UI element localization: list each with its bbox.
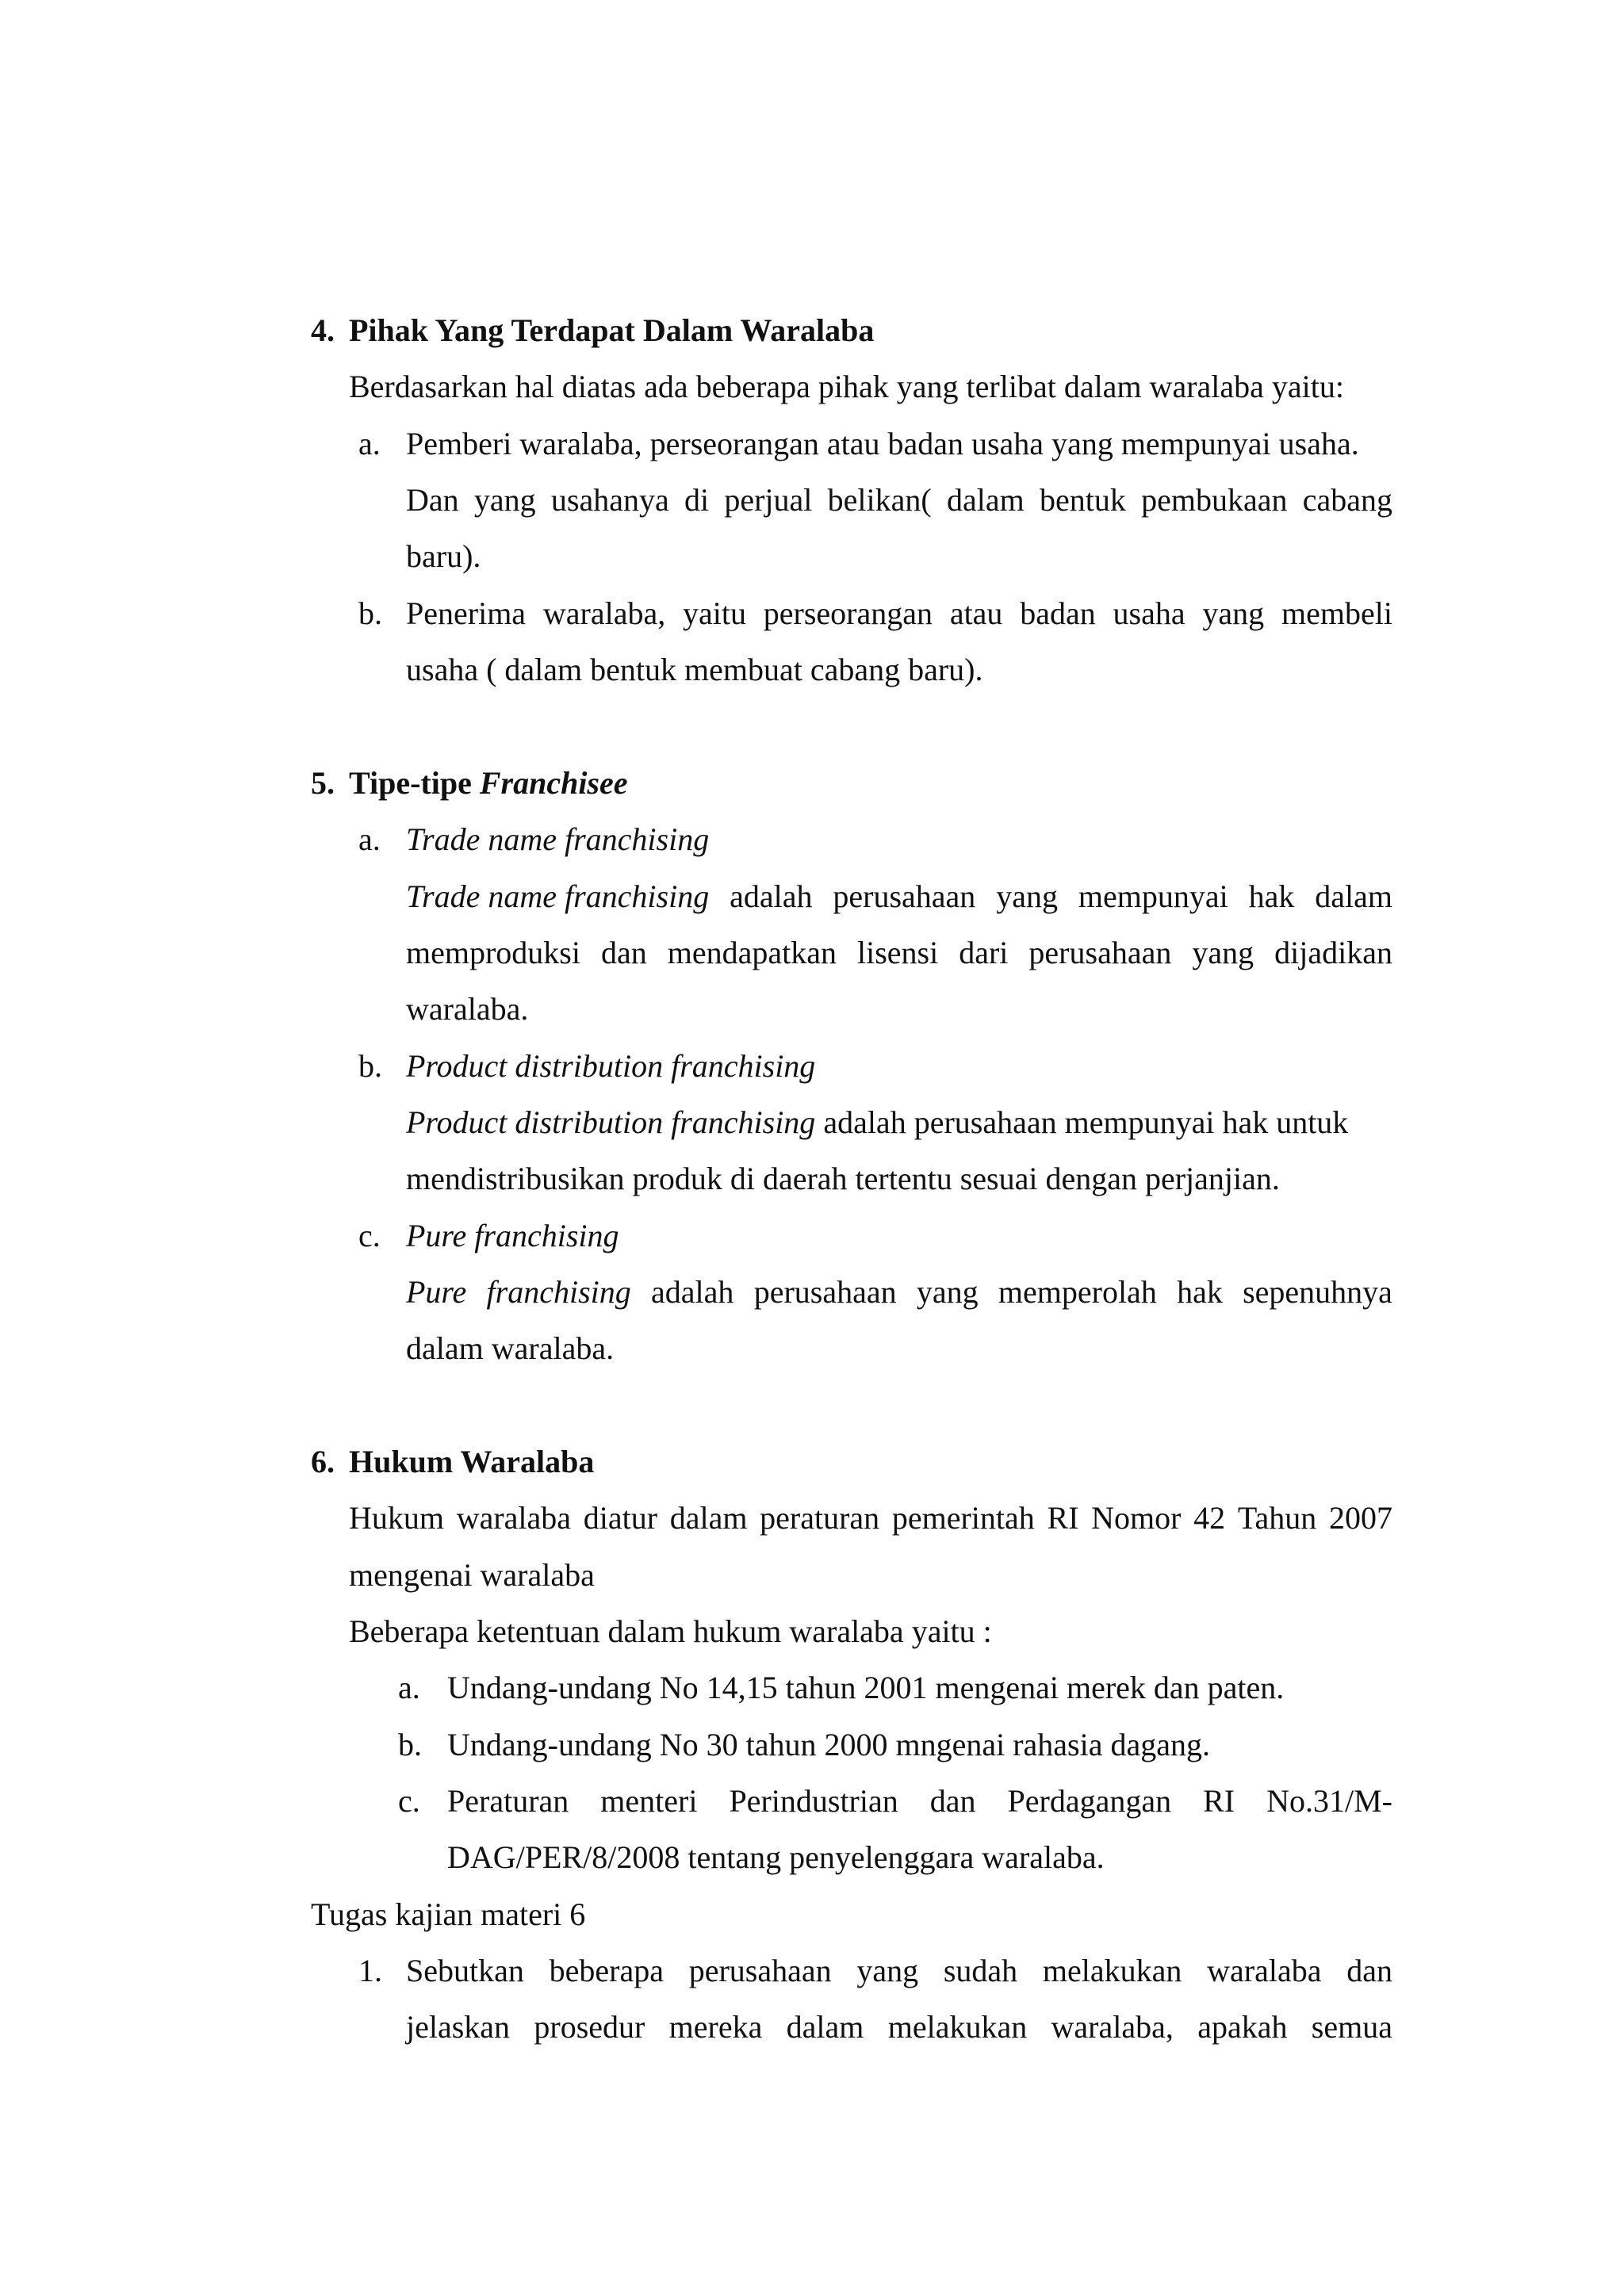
- word: perusahaan: [753, 1274, 897, 1310]
- section-6-title: Hukum Waralaba: [349, 1444, 595, 1479]
- word: jelaskan: [406, 2009, 511, 2045]
- word: dalam: [786, 2009, 864, 2045]
- word: franchising: [486, 1274, 631, 1310]
- section-4-title: Pihak Yang Terdapat Dalam Waralaba: [349, 312, 875, 348]
- section-5-item-b-desc-italic: Product distribution franchising: [406, 1104, 816, 1140]
- word: Penerima: [406, 595, 527, 631]
- word: Pure: [406, 1274, 467, 1310]
- word: membeli: [1281, 595, 1392, 631]
- word: Perdagangan: [1007, 1783, 1172, 1819]
- section-5-item-a-desc-line-1: [406, 878, 1392, 916]
- word: diatur: [583, 1500, 658, 1536]
- word: mendapatkan: [667, 935, 837, 970]
- word: dan: [1346, 1953, 1392, 1988]
- word: menteri: [600, 1783, 698, 1819]
- word: yaitu: [683, 595, 746, 631]
- word: yang: [473, 482, 536, 518]
- word: badan: [1020, 595, 1096, 631]
- word: Peraturan: [447, 1783, 569, 1819]
- word: apakah: [1197, 2009, 1288, 2045]
- word: perusahaan: [833, 878, 976, 914]
- word: pemerintah: [891, 1500, 1035, 1536]
- section-4-item-b-line-2: usaha ( dalam bentuk membuat cabang baru).: [406, 652, 983, 687]
- word: melakukan: [1042, 1953, 1182, 1988]
- word: RI: [1047, 1500, 1079, 1536]
- word: Nomor: [1091, 1500, 1182, 1536]
- word: waralaba,: [542, 595, 666, 631]
- word: 42: [1193, 1500, 1226, 1536]
- word: adalah: [730, 878, 813, 914]
- section-5-item-a-desc-line-2: [406, 934, 1392, 972]
- word: perusahaan: [1028, 935, 1172, 970]
- section-5-item-c-desc-line-2: dalam waralaba.: [406, 1330, 615, 1366]
- word: Hukum: [349, 1500, 444, 1536]
- section-4-item-a-line-3: baru).: [406, 538, 481, 574]
- word: Perindustrian: [729, 1783, 898, 1819]
- word: perjual: [724, 482, 813, 518]
- section-5-item-b-desc-line-2: mendistribusikan produk di daerah tertentu sesuai dengan perjanjian.: [406, 1161, 1280, 1196]
- word: pembukaan: [1141, 482, 1288, 518]
- word: lisensi: [857, 935, 939, 970]
- word: yang: [856, 1953, 919, 1988]
- word: melakukan: [887, 2009, 1028, 2045]
- word: RI: [1203, 1783, 1235, 1819]
- section-4-number: 4.: [311, 312, 335, 348]
- word: Tahun: [1237, 1500, 1317, 1536]
- section-6-para-2: Beberapa ketentuan dalam hukum waralaba yaitu :: [349, 1613, 992, 1649]
- word: No.31/M-: [1266, 1783, 1392, 1819]
- tugas-heading: Tugas kajian materi 6: [311, 1896, 586, 1932]
- word: cabang: [1302, 482, 1392, 518]
- section-4-intro: Berdasarkan hal diatas ada beberapa pihak yang terlibat dalam waralaba yaitu:: [349, 369, 1344, 404]
- section-4-item-a-line-1: Pemberi waralaba, perseorangan atau badan usaha yang mempunyai usaha.: [406, 426, 1359, 461]
- section-5-item-a-marker: a.: [358, 821, 381, 857]
- word: perseorangan: [763, 595, 933, 631]
- word: di: [684, 482, 710, 518]
- word: usaha: [1113, 595, 1185, 631]
- section-6-para-1-line-2: mengenai waralaba: [349, 1557, 595, 1593]
- word: yang: [916, 1274, 979, 1310]
- word: dan: [929, 1783, 976, 1819]
- section-4-item-b-line-1: [406, 595, 1392, 633]
- word: hak: [1248, 878, 1295, 914]
- section-6-item-c-line-2: DAG/PER/8/2008 tentang penyelenggara waralaba.: [447, 1839, 1105, 1875]
- word: dalam: [669, 1500, 748, 1536]
- word: perusahaan: [688, 1953, 832, 1988]
- word: yang: [1202, 595, 1265, 631]
- word: dalam: [1315, 878, 1392, 914]
- word: waralaba,: [1051, 2009, 1174, 2045]
- word: sepenuhnya: [1243, 1274, 1392, 1310]
- section-5-item-c-desc-line-1: [406, 1273, 1392, 1311]
- section-5-item-a-heading: Trade name franchising: [406, 821, 710, 857]
- section-4-item-a-marker: a.: [358, 426, 381, 461]
- section-5-item-b-desc-rest: adalah perusahaan mempunyai hak untuk: [815, 1104, 1349, 1140]
- word: memperolah: [998, 1274, 1157, 1310]
- word: mereka: [668, 2009, 763, 2045]
- word: sudah: [943, 1953, 1018, 1988]
- word: belikan(: [827, 482, 932, 518]
- section-5-title-italic: Franchisee: [479, 765, 628, 801]
- word: memproduksi: [406, 935, 580, 970]
- word: dijadikan: [1274, 935, 1392, 970]
- section-5-item-b-heading: Product distribution franchising: [406, 1048, 816, 1084]
- section-6-item-c-marker: c.: [398, 1783, 420, 1819]
- section-4-item-a-line-2: [406, 481, 1392, 519]
- italic-term: Trade name franchising: [406, 878, 710, 914]
- section-5-item-b-marker: b.: [358, 1048, 382, 1084]
- word: prosedur: [534, 2009, 645, 2045]
- word: semua: [1311, 2009, 1392, 2045]
- word: usahanya: [550, 482, 669, 518]
- word: beberapa: [549, 1953, 664, 1988]
- word: mempunyai: [1078, 878, 1228, 914]
- section-5-number: 5.: [311, 765, 335, 801]
- section-5-title-plain: Tipe-tipe: [349, 765, 480, 801]
- word: adalah: [651, 1274, 734, 1310]
- section-6-item-a-text: Undang-undang No 14,15 tahun 2001 mengenai merek dan paten.: [447, 1670, 1285, 1705]
- section-5-item-a-desc-line-3: waralaba.: [406, 991, 529, 1027]
- word: yang: [996, 878, 1058, 914]
- section-4-item-b-marker: b.: [358, 595, 382, 631]
- section-5-item-c-heading: Pure franchising: [406, 1218, 619, 1253]
- section-5-title: [349, 764, 628, 802]
- section-6-item-b-text: Undang-undang No 30 tahun 2000 mngenai rahasia dagang.: [447, 1727, 1210, 1762]
- word: waralaba: [456, 1500, 572, 1536]
- tugas-item-1-line-2: [406, 2008, 1392, 2046]
- section-6-item-a-marker: a.: [398, 1670, 420, 1705]
- word: waralaba: [1207, 1953, 1322, 1988]
- word: dan: [600, 935, 647, 970]
- section-6-item-c-line-1: [447, 1782, 1392, 1820]
- section-5-item-c-marker: c.: [358, 1218, 381, 1253]
- word: atau: [949, 595, 1003, 631]
- word: Sebutkan: [406, 1953, 524, 1988]
- word: yang: [1192, 935, 1254, 970]
- word: dari: [959, 935, 1009, 970]
- word: bentuk: [1039, 482, 1126, 518]
- section-6-number: 6.: [311, 1444, 335, 1479]
- section-6-para-1-line-1: [349, 1499, 1392, 1537]
- tugas-item-1-marker: 1.: [358, 1953, 382, 1988]
- word: hak: [1177, 1274, 1223, 1310]
- word: 2007: [1328, 1500, 1392, 1536]
- word: peraturan: [760, 1500, 880, 1536]
- word: dalam: [946, 482, 1025, 518]
- tugas-item-1-line-1: [406, 1952, 1392, 1990]
- section-6-item-b-marker: b.: [398, 1727, 422, 1762]
- section-5-item-b-desc-line-1: [406, 1104, 1348, 1142]
- word: Dan: [406, 482, 459, 518]
